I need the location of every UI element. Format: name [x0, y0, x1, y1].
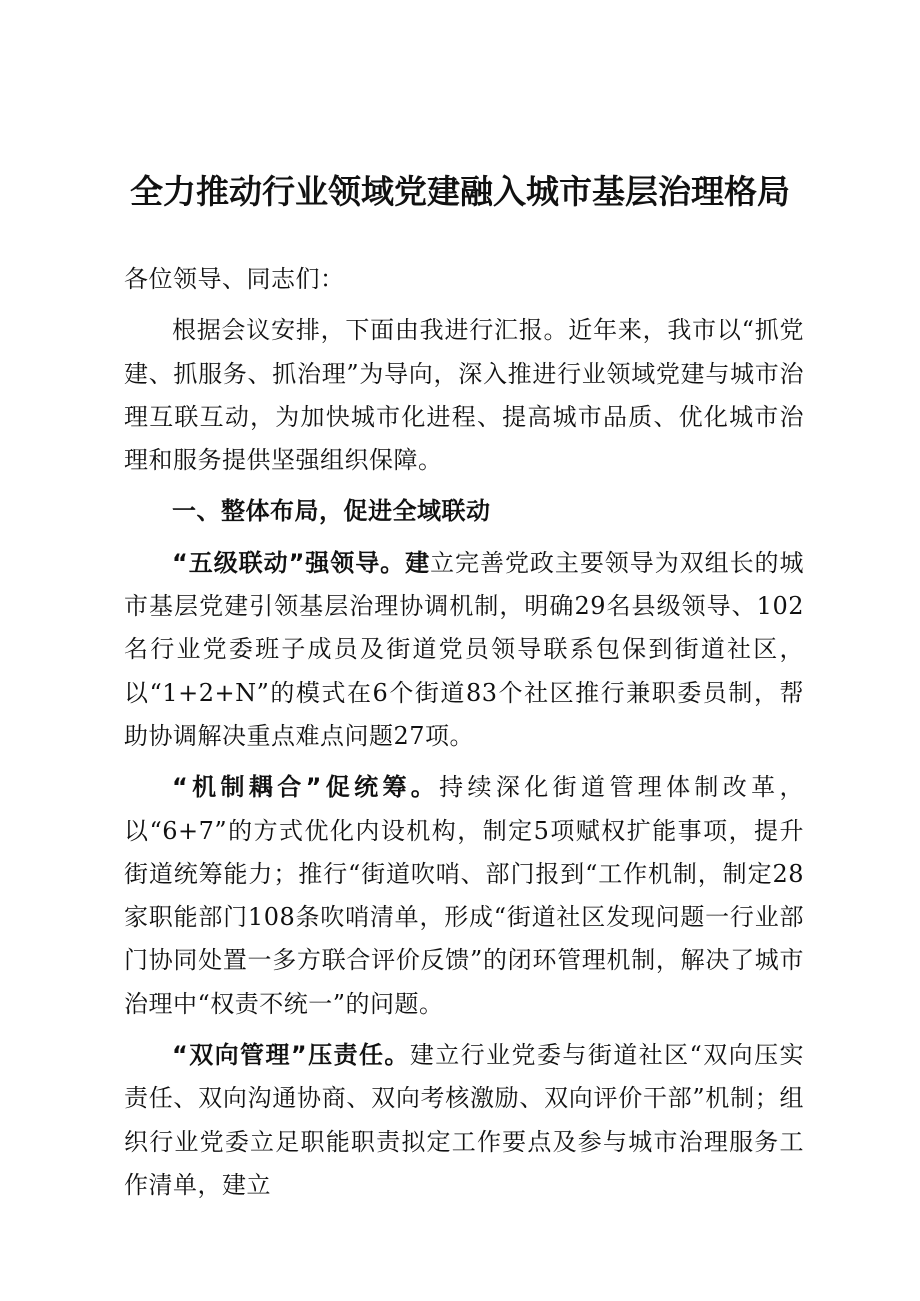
paragraph-lead: “五级联动”强领导。建 — [172, 548, 431, 577]
paragraph-text: 建立行业党委与街道社区“双向压实责任、双向沟通协商、双向考核激励、双向评价干部”机制；组织行业党委立足职能职责拟定工作要点及参与城市治理服务工作清单，建立 — [124, 1041, 804, 1199]
intro-paragraph: 根据会议安排，下面由我进行汇报。近年来，我市以“抓党建、抓服务、抓治理”为导向，深入推进行业领域党建与城市治理互联互动，为加快城市化进程、提高城市品质、优化城市治理和服务提供坚强组织保障。 — [124, 316, 804, 475]
paragraph-mechanism-coupling — [124, 766, 804, 1026]
salutation: 各位领导、同志们： — [124, 265, 345, 293]
paragraph-text: 立完善党政主要领导为双组长的城市基层党建引领基层治理协调机制，明确29名县级领导、102名行业党委班子成员及街道党员领导联系包保到街道社区，以“1+2+N”的模式在6个街道83个社区推行兼职委员制，帮助协调解决重点难点问题27项。 — [124, 548, 805, 750]
paragraph-lead: “机制耦合”促统筹。 — [172, 773, 440, 802]
section-heading: 一、整体布局，促进全域联动 — [172, 497, 491, 526]
paragraph-two-way-management — [124, 1034, 804, 1207]
document-title: 全力推动行业领域党建融入城市基层治理格局 — [130, 172, 790, 211]
paragraph-text: 持续深化街道管理体制改革，以“6+7”的方式优化内设机构，制定5项赋权扩能事项，提升街道统筹能力；推行“街道吹哨、部门报到“工作机制，制定28家职能部门108条吹哨清单，形成“街道社区发现问题一行业部门协同处置一多方联合评价反馈”的闭环管理机制，解决了城市治理中“权责不统一”的问题。 — [124, 773, 805, 1018]
paragraph-lead: “双向管理”压责任。 — [172, 1041, 410, 1070]
document-body — [124, 258, 804, 1207]
paragraph-five-level-linkage — [124, 542, 804, 758]
